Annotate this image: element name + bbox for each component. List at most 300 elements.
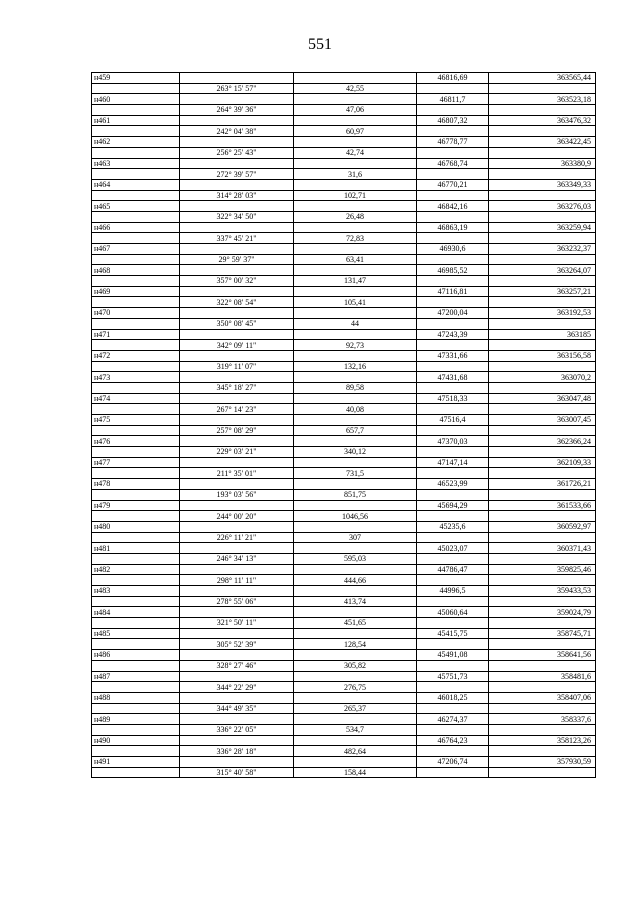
direction-angle-cell: 357° 00' 32"	[180, 276, 294, 287]
table-row	[92, 757, 596, 768]
point-name-cell	[92, 297, 180, 308]
direction-angle-cell	[180, 607, 294, 618]
table-row	[92, 372, 596, 383]
y-coordinate-cell: 363259,94	[489, 222, 596, 233]
distance-cell	[294, 628, 417, 639]
direction-angle-cell	[180, 137, 294, 148]
direction-angle-cell	[180, 329, 294, 340]
direction-angle-cell: 29° 59' 37"	[180, 254, 294, 265]
x-coordinate-cell	[417, 553, 489, 564]
direction-angle-cell	[180, 244, 294, 255]
point-name-cell	[92, 596, 180, 607]
distance-cell: 105,41	[294, 297, 417, 308]
table-row	[92, 276, 596, 287]
y-coordinate-cell	[489, 682, 596, 693]
table-row	[92, 767, 596, 778]
x-coordinate-cell: 46842,16	[417, 201, 489, 212]
y-coordinate-cell	[489, 126, 596, 137]
distance-cell: 92,73	[294, 340, 417, 351]
point-name-cell: н482	[92, 564, 180, 575]
table-row	[92, 233, 596, 244]
x-coordinate-cell: 46770,21	[417, 179, 489, 190]
distance-cell: 131,47	[294, 276, 417, 287]
direction-angle-cell	[180, 158, 294, 169]
point-name-cell	[92, 126, 180, 137]
distance-cell: 1046,56	[294, 511, 417, 522]
point-name-cell: н475	[92, 415, 180, 426]
y-coordinate-cell	[489, 276, 596, 287]
distance-cell	[294, 94, 417, 105]
distance-cell	[294, 757, 417, 768]
direction-angle-cell	[180, 201, 294, 212]
y-coordinate-cell: 363422,45	[489, 137, 596, 148]
distance-cell: 731,5	[294, 468, 417, 479]
x-coordinate-cell: 46930,6	[417, 244, 489, 255]
direction-angle-cell	[180, 73, 294, 84]
table-row	[92, 596, 596, 607]
direction-angle-cell	[180, 735, 294, 746]
distance-cell	[294, 735, 417, 746]
y-coordinate-cell	[489, 553, 596, 564]
x-coordinate-cell	[417, 404, 489, 415]
distance-cell	[294, 500, 417, 511]
distance-cell: 444,66	[294, 575, 417, 586]
direction-angle-cell: 278° 55' 06"	[180, 596, 294, 607]
direction-angle-cell	[180, 714, 294, 725]
table-row	[92, 286, 596, 297]
x-coordinate-cell: 47370,03	[417, 436, 489, 447]
x-coordinate-cell	[417, 254, 489, 265]
x-coordinate-cell	[417, 425, 489, 436]
table-row	[92, 714, 596, 725]
direction-angle-cell	[180, 692, 294, 703]
point-name-cell: н474	[92, 393, 180, 404]
table-row	[92, 393, 596, 404]
x-coordinate-cell	[417, 489, 489, 500]
distance-cell: 60,97	[294, 126, 417, 137]
distance-cell	[294, 393, 417, 404]
point-name-cell: н461	[92, 115, 180, 126]
y-coordinate-cell	[489, 297, 596, 308]
x-coordinate-cell: 46764,23	[417, 735, 489, 746]
point-name-cell	[92, 190, 180, 201]
y-coordinate-cell: 363192,53	[489, 308, 596, 319]
distance-cell	[294, 714, 417, 725]
table-row	[92, 244, 596, 255]
distance-cell	[294, 158, 417, 169]
point-name-cell: н488	[92, 692, 180, 703]
y-coordinate-cell: 363476,32	[489, 115, 596, 126]
direction-angle-cell	[180, 671, 294, 682]
distance-cell	[294, 650, 417, 661]
table-row	[92, 222, 596, 233]
point-name-cell	[92, 447, 180, 458]
y-coordinate-cell	[489, 703, 596, 714]
x-coordinate-cell	[417, 682, 489, 693]
point-name-cell	[92, 276, 180, 287]
direction-angle-cell	[180, 628, 294, 639]
x-coordinate-cell: 45751,73	[417, 671, 489, 682]
y-coordinate-cell: 358481,6	[489, 671, 596, 682]
x-coordinate-cell: 47516,4	[417, 415, 489, 426]
table-row	[92, 746, 596, 757]
distance-cell	[294, 137, 417, 148]
point-name-cell: н459	[92, 73, 180, 84]
point-name-cell: н477	[92, 457, 180, 468]
y-coordinate-cell	[489, 468, 596, 479]
y-coordinate-cell	[489, 254, 596, 265]
point-name-cell	[92, 767, 180, 778]
y-coordinate-cell	[489, 425, 596, 436]
y-coordinate-cell	[489, 575, 596, 586]
y-coordinate-cell	[489, 724, 596, 735]
table-row	[92, 147, 596, 158]
x-coordinate-cell: 47518,33	[417, 393, 489, 404]
table-row	[92, 586, 596, 597]
distance-cell	[294, 286, 417, 297]
x-coordinate-cell	[417, 361, 489, 372]
distance-cell: 305,82	[294, 660, 417, 671]
distance-cell	[294, 201, 417, 212]
direction-angle-cell: 314° 28' 03"	[180, 190, 294, 201]
x-coordinate-cell: 44786,47	[417, 564, 489, 575]
x-coordinate-cell	[417, 639, 489, 650]
distance-cell: 40,08	[294, 404, 417, 415]
distance-cell: 63,41	[294, 254, 417, 265]
x-coordinate-cell: 46816,69	[417, 73, 489, 84]
direction-angle-cell	[180, 479, 294, 490]
point-name-cell	[92, 532, 180, 543]
x-coordinate-cell: 46807,32	[417, 115, 489, 126]
direction-angle-cell	[180, 757, 294, 768]
x-coordinate-cell	[417, 83, 489, 94]
direction-angle-cell: 342° 09' 11"	[180, 340, 294, 351]
distance-cell	[294, 564, 417, 575]
point-name-cell: н485	[92, 628, 180, 639]
point-name-cell	[92, 211, 180, 222]
y-coordinate-cell: 358745,71	[489, 628, 596, 639]
y-coordinate-cell: 359024,79	[489, 607, 596, 618]
y-coordinate-cell	[489, 618, 596, 629]
direction-angle-cell: 322° 34' 50"	[180, 211, 294, 222]
y-coordinate-cell: 357930,59	[489, 757, 596, 768]
point-name-cell: н460	[92, 94, 180, 105]
x-coordinate-cell	[417, 147, 489, 158]
point-name-cell: н462	[92, 137, 180, 148]
distance-cell	[294, 244, 417, 255]
y-coordinate-cell: 363565,44	[489, 73, 596, 84]
table-row	[92, 340, 596, 351]
distance-cell	[294, 350, 417, 361]
point-name-cell: н479	[92, 500, 180, 511]
distance-cell: 72,83	[294, 233, 417, 244]
direction-angle-cell	[180, 457, 294, 468]
x-coordinate-cell: 44996,5	[417, 586, 489, 597]
point-name-cell	[92, 340, 180, 351]
coordinates-table	[91, 72, 596, 778]
point-name-cell: н472	[92, 350, 180, 361]
table-row	[92, 607, 596, 618]
table-row	[92, 329, 596, 340]
x-coordinate-cell: 46274,37	[417, 714, 489, 725]
x-coordinate-cell	[417, 340, 489, 351]
x-coordinate-cell: 45060,64	[417, 607, 489, 618]
direction-angle-cell: 264° 39' 36"	[180, 105, 294, 116]
x-coordinate-cell	[417, 126, 489, 137]
distance-cell: 89,58	[294, 382, 417, 393]
direction-angle-cell	[180, 650, 294, 661]
table-row	[92, 436, 596, 447]
direction-angle-cell	[180, 265, 294, 276]
point-name-cell: н473	[92, 372, 180, 383]
direction-angle-cell	[180, 94, 294, 105]
y-coordinate-cell	[489, 211, 596, 222]
point-name-cell: н481	[92, 543, 180, 554]
distance-cell: 265,37	[294, 703, 417, 714]
x-coordinate-cell	[417, 297, 489, 308]
x-coordinate-cell: 46778,77	[417, 137, 489, 148]
y-coordinate-cell: 363047,48	[489, 393, 596, 404]
y-coordinate-cell: 360592,97	[489, 521, 596, 532]
table-row	[92, 254, 596, 265]
y-coordinate-cell	[489, 660, 596, 671]
y-coordinate-cell	[489, 746, 596, 757]
table-row	[92, 650, 596, 661]
x-coordinate-cell	[417, 105, 489, 116]
y-coordinate-cell: 363264,07	[489, 265, 596, 276]
table-row	[92, 447, 596, 458]
y-coordinate-cell	[489, 532, 596, 543]
direction-angle-cell: 298° 11' 11"	[180, 575, 294, 586]
point-name-cell	[92, 660, 180, 671]
point-name-cell	[92, 404, 180, 415]
table-row	[92, 382, 596, 393]
x-coordinate-cell	[417, 660, 489, 671]
x-coordinate-cell	[417, 447, 489, 458]
direction-angle-cell	[180, 308, 294, 319]
direction-angle-cell: 226° 11' 21"	[180, 532, 294, 543]
direction-angle-cell: 256° 25' 43"	[180, 147, 294, 158]
table-row	[92, 532, 596, 543]
direction-angle-cell: 319° 11' 07"	[180, 361, 294, 372]
table-row	[92, 190, 596, 201]
x-coordinate-cell	[417, 169, 489, 180]
y-coordinate-cell: 363232,37	[489, 244, 596, 255]
point-name-cell: н484	[92, 607, 180, 618]
y-coordinate-cell	[489, 382, 596, 393]
x-coordinate-cell: 45491,08	[417, 650, 489, 661]
table-row	[92, 169, 596, 180]
x-coordinate-cell	[417, 724, 489, 735]
table-row	[92, 703, 596, 714]
table-row	[92, 415, 596, 426]
table-row	[92, 83, 596, 94]
distance-cell	[294, 265, 417, 276]
point-name-cell: н467	[92, 244, 180, 255]
direction-angle-cell: 193° 03' 56"	[180, 489, 294, 500]
table-row	[92, 500, 596, 511]
distance-cell: 595,03	[294, 553, 417, 564]
point-name-cell	[92, 382, 180, 393]
y-coordinate-cell	[489, 361, 596, 372]
x-coordinate-cell: 46863,19	[417, 222, 489, 233]
direction-angle-cell	[180, 521, 294, 532]
point-name-cell: н471	[92, 329, 180, 340]
point-name-cell	[92, 489, 180, 500]
y-coordinate-cell: 363070,2	[489, 372, 596, 383]
table-row	[92, 479, 596, 490]
y-coordinate-cell	[489, 105, 596, 116]
y-coordinate-cell	[489, 318, 596, 329]
x-coordinate-cell: 47200,04	[417, 308, 489, 319]
distance-cell	[294, 222, 417, 233]
distance-cell	[294, 329, 417, 340]
x-coordinate-cell: 47147,14	[417, 457, 489, 468]
table-row	[92, 543, 596, 554]
distance-cell: 451,65	[294, 618, 417, 629]
x-coordinate-cell	[417, 575, 489, 586]
direction-angle-cell: 229° 03' 21"	[180, 447, 294, 458]
x-coordinate-cell: 46523,99	[417, 479, 489, 490]
point-name-cell	[92, 511, 180, 522]
table-row	[92, 404, 596, 415]
distance-cell: 42,74	[294, 147, 417, 158]
table-row	[92, 692, 596, 703]
distance-cell: 132,16	[294, 361, 417, 372]
table-row	[92, 361, 596, 372]
direction-angle-cell: 315° 40' 58"	[180, 767, 294, 778]
y-coordinate-cell: 361533,66	[489, 500, 596, 511]
distance-cell	[294, 671, 417, 682]
direction-angle-cell	[180, 436, 294, 447]
table-row	[92, 115, 596, 126]
y-coordinate-cell: 362366,24	[489, 436, 596, 447]
table-row	[92, 468, 596, 479]
direction-angle-cell: 263° 15' 57"	[180, 83, 294, 94]
y-coordinate-cell	[489, 639, 596, 650]
table-row	[92, 73, 596, 84]
y-coordinate-cell: 360371,43	[489, 543, 596, 554]
direction-angle-cell	[180, 179, 294, 190]
point-name-cell	[92, 553, 180, 564]
direction-angle-cell: 322° 08' 54"	[180, 297, 294, 308]
x-coordinate-cell	[417, 318, 489, 329]
direction-angle-cell	[180, 372, 294, 383]
point-name-cell: н487	[92, 671, 180, 682]
table-row	[92, 350, 596, 361]
point-name-cell: н491	[92, 757, 180, 768]
direction-angle-cell	[180, 500, 294, 511]
point-name-cell: н466	[92, 222, 180, 233]
distance-cell: 276,75	[294, 682, 417, 693]
y-coordinate-cell: 363349,33	[489, 179, 596, 190]
table-row	[92, 618, 596, 629]
point-name-cell: н463	[92, 158, 180, 169]
y-coordinate-cell	[489, 190, 596, 201]
distance-cell	[294, 179, 417, 190]
y-coordinate-cell	[489, 340, 596, 351]
table-row	[92, 575, 596, 586]
distance-cell: 128,54	[294, 639, 417, 650]
direction-angle-cell: 321° 50' 11"	[180, 618, 294, 629]
direction-angle-cell: 272° 39' 57"	[180, 169, 294, 180]
y-coordinate-cell: 363276,03	[489, 201, 596, 212]
point-name-cell: н468	[92, 265, 180, 276]
direction-angle-cell: 242° 04' 38"	[180, 126, 294, 137]
x-coordinate-cell: 47331,66	[417, 350, 489, 361]
table-row	[92, 105, 596, 116]
y-coordinate-cell	[489, 169, 596, 180]
point-name-cell	[92, 233, 180, 244]
x-coordinate-cell: 45694,29	[417, 500, 489, 511]
y-coordinate-cell: 359825,46	[489, 564, 596, 575]
distance-cell: 44	[294, 318, 417, 329]
table-row	[92, 735, 596, 746]
table-row	[92, 671, 596, 682]
point-name-cell	[92, 83, 180, 94]
table-row	[92, 511, 596, 522]
table-row	[92, 639, 596, 650]
x-coordinate-cell	[417, 703, 489, 714]
direction-angle-cell: 328° 27' 46"	[180, 660, 294, 671]
direction-angle-cell	[180, 115, 294, 126]
table-row	[92, 201, 596, 212]
point-name-cell	[92, 425, 180, 436]
direction-angle-cell: 344° 49' 35"	[180, 703, 294, 714]
point-name-cell: н464	[92, 179, 180, 190]
point-name-cell	[92, 468, 180, 479]
table-row	[92, 564, 596, 575]
x-coordinate-cell	[417, 746, 489, 757]
direction-angle-cell	[180, 564, 294, 575]
direction-angle-cell	[180, 543, 294, 554]
point-name-cell	[92, 254, 180, 265]
direction-angle-cell: 267° 14' 23"	[180, 404, 294, 415]
distance-cell	[294, 521, 417, 532]
direction-angle-cell: 344° 22' 29"	[180, 682, 294, 693]
point-name-cell: н478	[92, 479, 180, 490]
distance-cell: 158,44	[294, 767, 417, 778]
table-row	[92, 94, 596, 105]
x-coordinate-cell: 47243,39	[417, 329, 489, 340]
table-row	[92, 682, 596, 693]
y-coordinate-cell: 363380,9	[489, 158, 596, 169]
x-coordinate-cell	[417, 190, 489, 201]
direction-angle-cell: 257° 08' 29"	[180, 425, 294, 436]
table-row	[92, 308, 596, 319]
distance-cell: 340,12	[294, 447, 417, 458]
distance-cell: 31,6	[294, 169, 417, 180]
table-row	[92, 126, 596, 137]
point-name-cell: н480	[92, 521, 180, 532]
x-coordinate-cell	[417, 276, 489, 287]
distance-cell: 42,55	[294, 83, 417, 94]
table-row	[92, 158, 596, 169]
direction-angle-cell	[180, 286, 294, 297]
x-coordinate-cell: 46018,25	[417, 692, 489, 703]
y-coordinate-cell: 358407,06	[489, 692, 596, 703]
distance-cell: 534,7	[294, 724, 417, 735]
y-coordinate-cell: 363185	[489, 329, 596, 340]
page-number: 551	[308, 36, 332, 53]
distance-cell	[294, 73, 417, 84]
distance-cell: 657,7	[294, 425, 417, 436]
table-row	[92, 628, 596, 639]
direction-angle-cell: 350° 08' 45"	[180, 318, 294, 329]
table-row	[92, 521, 596, 532]
distance-cell: 851,75	[294, 489, 417, 500]
x-coordinate-cell: 46768,74	[417, 158, 489, 169]
